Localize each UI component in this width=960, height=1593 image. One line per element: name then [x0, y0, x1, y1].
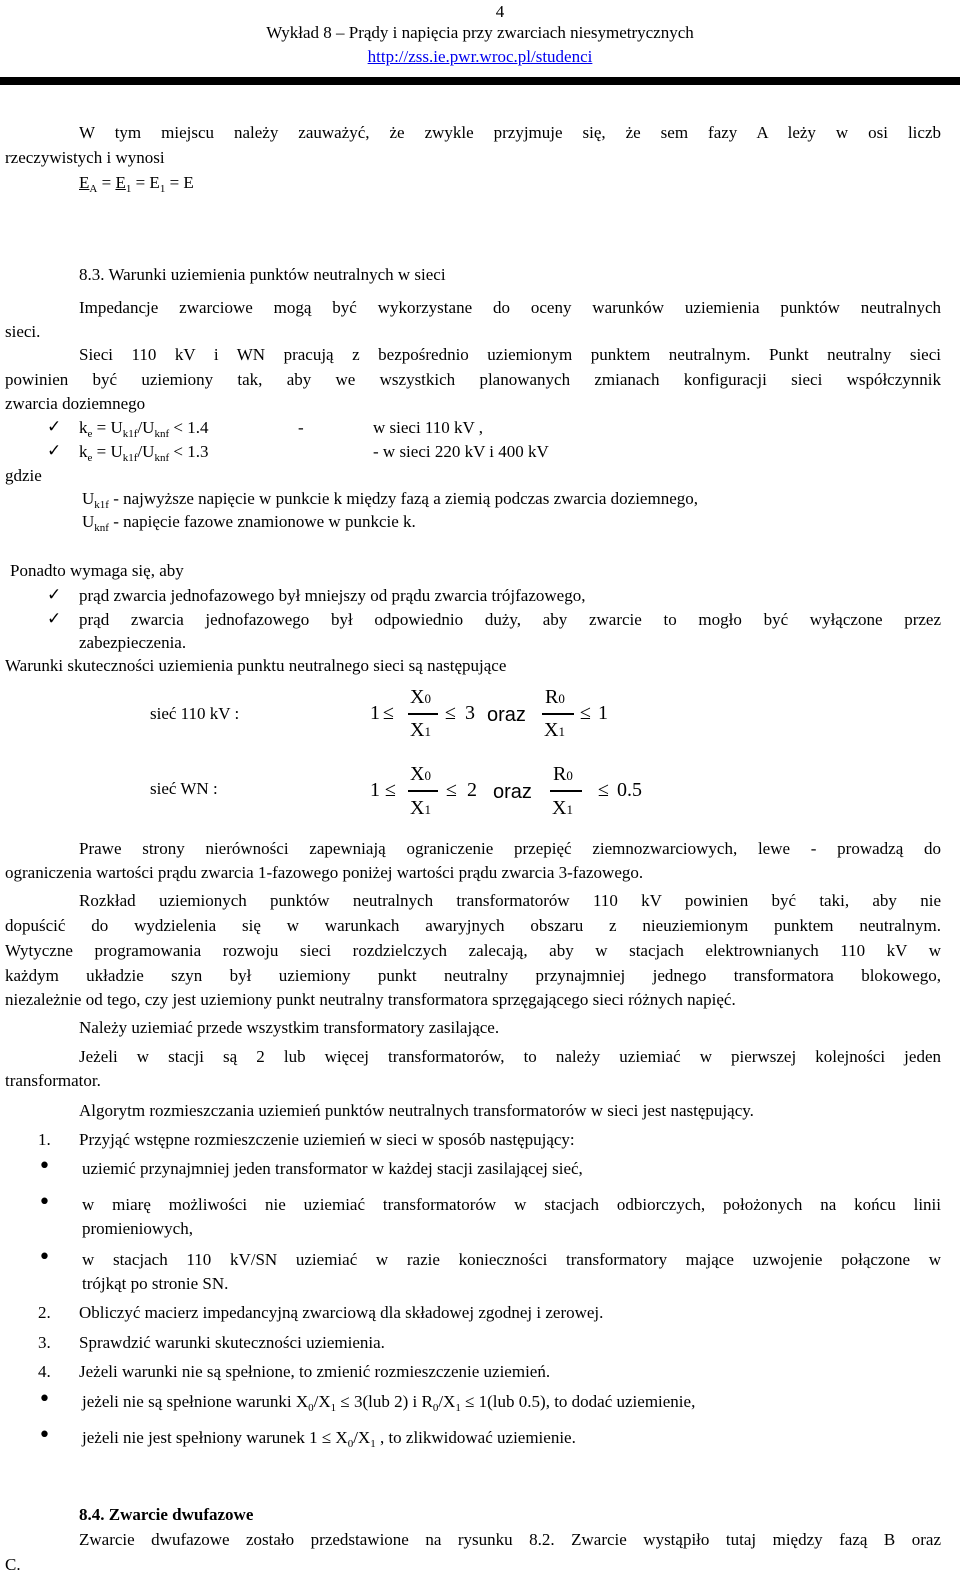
k-sub-k1f: k1f	[122, 428, 138, 440]
X-symbol: X	[552, 797, 567, 819]
intro-line-2: rzeczywistych i wynosi	[5, 148, 165, 167]
b5-part-c: , to zlikwidować uziemienie.	[375, 1428, 576, 1447]
k-sub-e: e	[87, 452, 93, 464]
eq-E-final: = E	[165, 173, 194, 192]
b5-part-b: /X	[353, 1428, 371, 1447]
sub-0: 0	[432, 1402, 439, 1414]
bullet-1-text: uziemić przynajmniej jeden transformator w każdej stacji zasilającej sieć,	[82, 1159, 583, 1178]
paragraph-multiple-transformers-line-2: transformator.	[5, 1071, 101, 1090]
sub-1: 1	[566, 802, 573, 817]
ke-condition-220	[79, 442, 208, 464]
X-symbol: X	[544, 719, 559, 741]
formula1-one: 1	[370, 702, 380, 724]
formula2-one: 1	[370, 779, 380, 801]
k-value-1-3: < 1.3	[169, 442, 209, 461]
requirement-1: prąd zwarcia jednofazowego był mniejszy od prądu zwarcia trójfazowego,	[79, 586, 586, 605]
formula2-value-2: 2	[467, 779, 477, 801]
formula-label-wn: sieć WN :	[150, 779, 218, 798]
ke-condition-110	[79, 418, 208, 440]
paragraph-grid-line-2: powinien być uziemiony tak, aby we wszystkich planowanych zmianach konfiguracji sieci współczynnik	[5, 370, 941, 389]
X-symbol: X	[410, 797, 425, 819]
k-slash-U: /U	[137, 418, 155, 437]
def-sub-knf: knf	[94, 522, 109, 534]
bullet-3-line-1: w stacjach 110 kV/SN uziemiać w razie konieczności transformatory mające uzwojenie połączone w	[82, 1250, 941, 1269]
sub-0: 0	[347, 1438, 354, 1450]
formula1-leq-3: ≤	[580, 702, 591, 724]
paragraph-sides-line-1: Prawe strony nierówności zapewniają ograniczenie przepięć ziemnozwarciowych, lewe - prowadzą do	[79, 839, 941, 858]
paragraph-distribution-line-1: Rozkład uziemionych punktów neutralnych transformatorów 110 kV powinien być taki, aby nie	[79, 891, 941, 910]
definition-Uk1f	[82, 489, 698, 511]
eq-E1-symbol: E	[115, 173, 126, 192]
def-U-symbol: U	[82, 489, 95, 508]
b4-part-d: /X	[438, 1392, 456, 1411]
section-8-4-line-2: C.	[5, 1555, 21, 1574]
ke-where-220: - w sieci 220 kV i 400 kV	[373, 442, 549, 461]
eq-sub-1-plain: 1	[159, 183, 166, 195]
course-link[interactable]: http://zss.ie.pwr.wroc.pl/studenci	[367, 47, 593, 66]
paragraph-impedance-line-2: sieci.	[5, 322, 41, 341]
R-symbol: R	[545, 686, 559, 708]
X-symbol: X	[410, 719, 425, 741]
checkmark-icon: ✓	[47, 585, 62, 605]
step-1-text: Przyjąć wstępne rozmieszczenie uziemień w sieci w sposób następujący:	[79, 1130, 575, 1149]
R-symbol: R	[553, 763, 567, 785]
formula2-fraction-bar-2	[550, 790, 582, 792]
def-text-2: - napięcie fazowe znamionowe w punkcie k.	[108, 512, 416, 531]
formula1-fraction-bar-2	[542, 713, 574, 715]
step-2-text: Obliczyć macierz impedancyjną zwarciową dla składowej zgodnej i zerowej.	[79, 1303, 604, 1322]
k-value-1-4: < 1.4	[169, 418, 209, 437]
section-heading-8-3: 8.3. Warunki uziemienia punktów neutralnych w sieci	[79, 265, 446, 284]
paragraph-distribution-line-2: dopuścić do wydzielenia się w warunkach awaryjnych obszaru z nieuziemionym punktem neutralnym.	[5, 916, 941, 935]
requirement-2-line-2: zabezpieczenia.	[79, 633, 187, 652]
formula1-value-3: 3	[465, 702, 475, 724]
page-number: 4	[495, 2, 505, 21]
bullet-icon: •	[38, 1245, 51, 1270]
k-sub-knf: knf	[154, 428, 170, 440]
bullet-4-text	[82, 1392, 695, 1414]
sub-0: 0	[558, 691, 565, 706]
k-equals-U: = U	[92, 442, 123, 461]
checkmark-icon: ✓	[47, 441, 62, 461]
sub-0: 0	[566, 768, 573, 783]
eq-E-symbol: E	[79, 173, 90, 192]
sub-0: 0	[424, 691, 431, 706]
b4-part-a: jeżeli nie są spełnione warunki X	[82, 1392, 309, 1411]
k-sub-e: e	[87, 428, 93, 440]
formula2-leq-1: ≤	[385, 779, 396, 801]
X-symbol: X	[410, 686, 425, 708]
X-symbol: X	[410, 763, 425, 785]
formula1-denominator-X1b	[544, 719, 565, 743]
paragraph-impedance-line-1: Impedancje zwarciowe mogą być wykorzystane do oceny warunków uziemienia punktów neutralnych	[79, 298, 941, 317]
eq-sub-1: 1	[125, 183, 132, 195]
sub-1: 1	[455, 1402, 461, 1414]
formula2-oraz: oraz	[493, 781, 532, 803]
step-4-text: Jeżeli warunki nie są spełnione, to zmienić rozmieszczenie uziemień.	[79, 1362, 551, 1381]
bullet-2-line-1: w miarę możliwości nie uziemiać transformatorów w stacjach odbiorczych, położonych na końcu linii	[82, 1195, 941, 1214]
k-symbol: k	[79, 442, 88, 461]
formula2-numerator-X0	[410, 763, 431, 787]
step-2-number: 2.	[38, 1303, 51, 1322]
requirements-intro: Ponadto wymaga się, aby	[10, 561, 184, 580]
ke-where-110: w sieci 110 kV ,	[373, 418, 484, 437]
formula2-fraction-bar-1	[408, 790, 438, 792]
paragraph-grid-line-1: Sieci 110 kV i WN pracują z bezpośrednio uziemionym punktem neutralnym. Punkt neutralny sieci	[79, 345, 941, 364]
def-U-symbol: U	[82, 512, 95, 531]
paragraph-sides-line-2: ograniczenia wartości prądu zwarcia 1-fazowego poniżej wartości prądu zwarcia 3-fazowego.	[5, 863, 644, 882]
sub-0: 0	[308, 1402, 314, 1414]
eq-sub-A: A	[89, 183, 98, 195]
paragraph-grid-line-3: zwarcia doziemnego	[5, 394, 146, 413]
k-sub-knf: knf	[154, 452, 170, 464]
formula2-numerator-R0	[553, 763, 573, 787]
sub-1: 1	[330, 1402, 337, 1414]
formula2-leq-2: ≤	[446, 779, 457, 801]
section-8-4-line-1: Zwarcie dwufazowe zostało przedstawione na rysunku 8.2. Zwarcie wystąpiło tutaj między fazą B oraz	[79, 1530, 941, 1549]
step-1-number: 1.	[38, 1130, 51, 1149]
b4-part-c: ≤ 3(lub 2) i R	[336, 1392, 433, 1411]
k-equals-U: = U	[92, 418, 123, 437]
formula1-fraction-bar-1	[408, 713, 438, 715]
formula1-leq-1: ≤	[383, 702, 394, 724]
bullet-icon: •	[38, 1154, 51, 1179]
formula2-denominator-X1	[410, 797, 431, 821]
effectiveness-conditions-intro: Warunki skuteczności uziemienia punktu neutralnego sieci są następujące	[5, 656, 507, 675]
page-title: Wykład 8 – Prądy i napięcia przy zwarciach niesymetrycznych	[266, 23, 694, 42]
section-heading-8-4: 8.4. Zwarcie dwufazowe	[79, 1505, 254, 1524]
sub-0: 0	[424, 768, 431, 783]
definition-Uknf	[82, 512, 416, 534]
bullet-3-line-2: trójkąt po stronie SN.	[82, 1274, 229, 1293]
eq-E1-plain: E	[149, 173, 160, 192]
checkmark-icon: ✓	[47, 609, 62, 629]
k-sub-k1f: k1f	[122, 452, 138, 464]
sub-1: 1	[424, 724, 431, 739]
paragraph-distribution-line-4: każdym układzie szyn był uziemiony punkt neutralny przynajmniej jednego transformatora blokowego,	[5, 966, 941, 985]
bullet-icon: •	[38, 1190, 51, 1215]
formula1-leq-2: ≤	[445, 702, 456, 724]
sub-1: 1	[558, 724, 565, 739]
b4-part-b: /X	[313, 1392, 331, 1411]
k-slash-U: /U	[137, 442, 155, 461]
paragraph-distribution-line-5: niezależnie od tego, czy jest uziemiony punkt neutralny transformatora sprzęgającego sieci różnych napięć.	[5, 990, 736, 1009]
checkmark-icon: ✓	[47, 417, 62, 437]
def-text-1: - najwyższe napięcie w punkcie k między fazą a ziemią podczas zwarcia doziemnego,	[108, 489, 698, 508]
eq-equals: =	[97, 173, 116, 192]
formula1-value-1: 1	[598, 702, 608, 724]
step-4-number: 4.	[38, 1362, 51, 1381]
formula1-numerator-X0	[410, 686, 431, 710]
intro-line-1: W tym miejscu należy zauważyć, że zwykle przyjmuje się, że sem fazy A leży w osi liczb	[79, 123, 941, 142]
ke-dash: -	[298, 418, 304, 437]
formula1-denominator-X1	[410, 719, 431, 743]
formula1-oraz: oraz	[487, 704, 526, 726]
paragraph-algorithm-intro: Algorytm rozmieszczania uziemień punktów neutralnych transformatorów w sieci jest następujący.	[79, 1101, 754, 1120]
paragraph-multiple-transformers-line-1: Jeżeli w stacji są 2 lub więcej transformatorów, to należy uziemiać w pierwszej kolejności jeden	[79, 1047, 941, 1066]
formula2-denominator-X1b	[552, 797, 573, 821]
step-3-text: Sprawdzić warunki skuteczności uziemienia.	[79, 1333, 385, 1352]
sub-1: 1	[370, 1438, 376, 1450]
eq-equals-2: =	[131, 173, 150, 192]
formula1-numerator-R0	[545, 686, 565, 710]
paragraph-supply-transformers: Należy uziemiać przede wszystkim transformatory zasilające.	[79, 1018, 500, 1037]
bullet-icon: •	[38, 1387, 51, 1412]
intro-equation	[79, 173, 194, 195]
bullet-5-text	[82, 1428, 576, 1450]
formula-label-110kv: sieć 110 kV :	[150, 704, 240, 723]
k-symbol: k	[79, 418, 88, 437]
formula2-value-0-5: 0.5	[617, 779, 642, 801]
b4-part-e: ≤ 1(lub 0.5), to dodać uziemienie,	[460, 1392, 696, 1411]
b5-part-a: jeżeli nie jest spełniony warunek 1 ≤ X	[82, 1428, 348, 1447]
gdzie-label: gdzie	[5, 466, 42, 485]
paragraph-distribution-line-3: Wytyczne programowania rozwoju sieci rozdzielczych zalecają, aby w stacjach elektrownianych 110 kV w	[5, 941, 941, 960]
bullet-icon: •	[38, 1423, 51, 1448]
header-rule	[0, 77, 960, 85]
sub-1: 1	[424, 802, 431, 817]
bullet-2-line-2: promieniowych,	[82, 1219, 193, 1238]
requirement-2-line-1: prąd zwarcia jednofazowego był odpowiednio duży, aby zwarcie to mogło być wyłączone przez	[79, 610, 941, 629]
def-sub-k1f: k1f	[94, 499, 109, 511]
step-3-number: 3.	[38, 1333, 51, 1352]
formula2-leq-3: ≤	[598, 779, 609, 801]
